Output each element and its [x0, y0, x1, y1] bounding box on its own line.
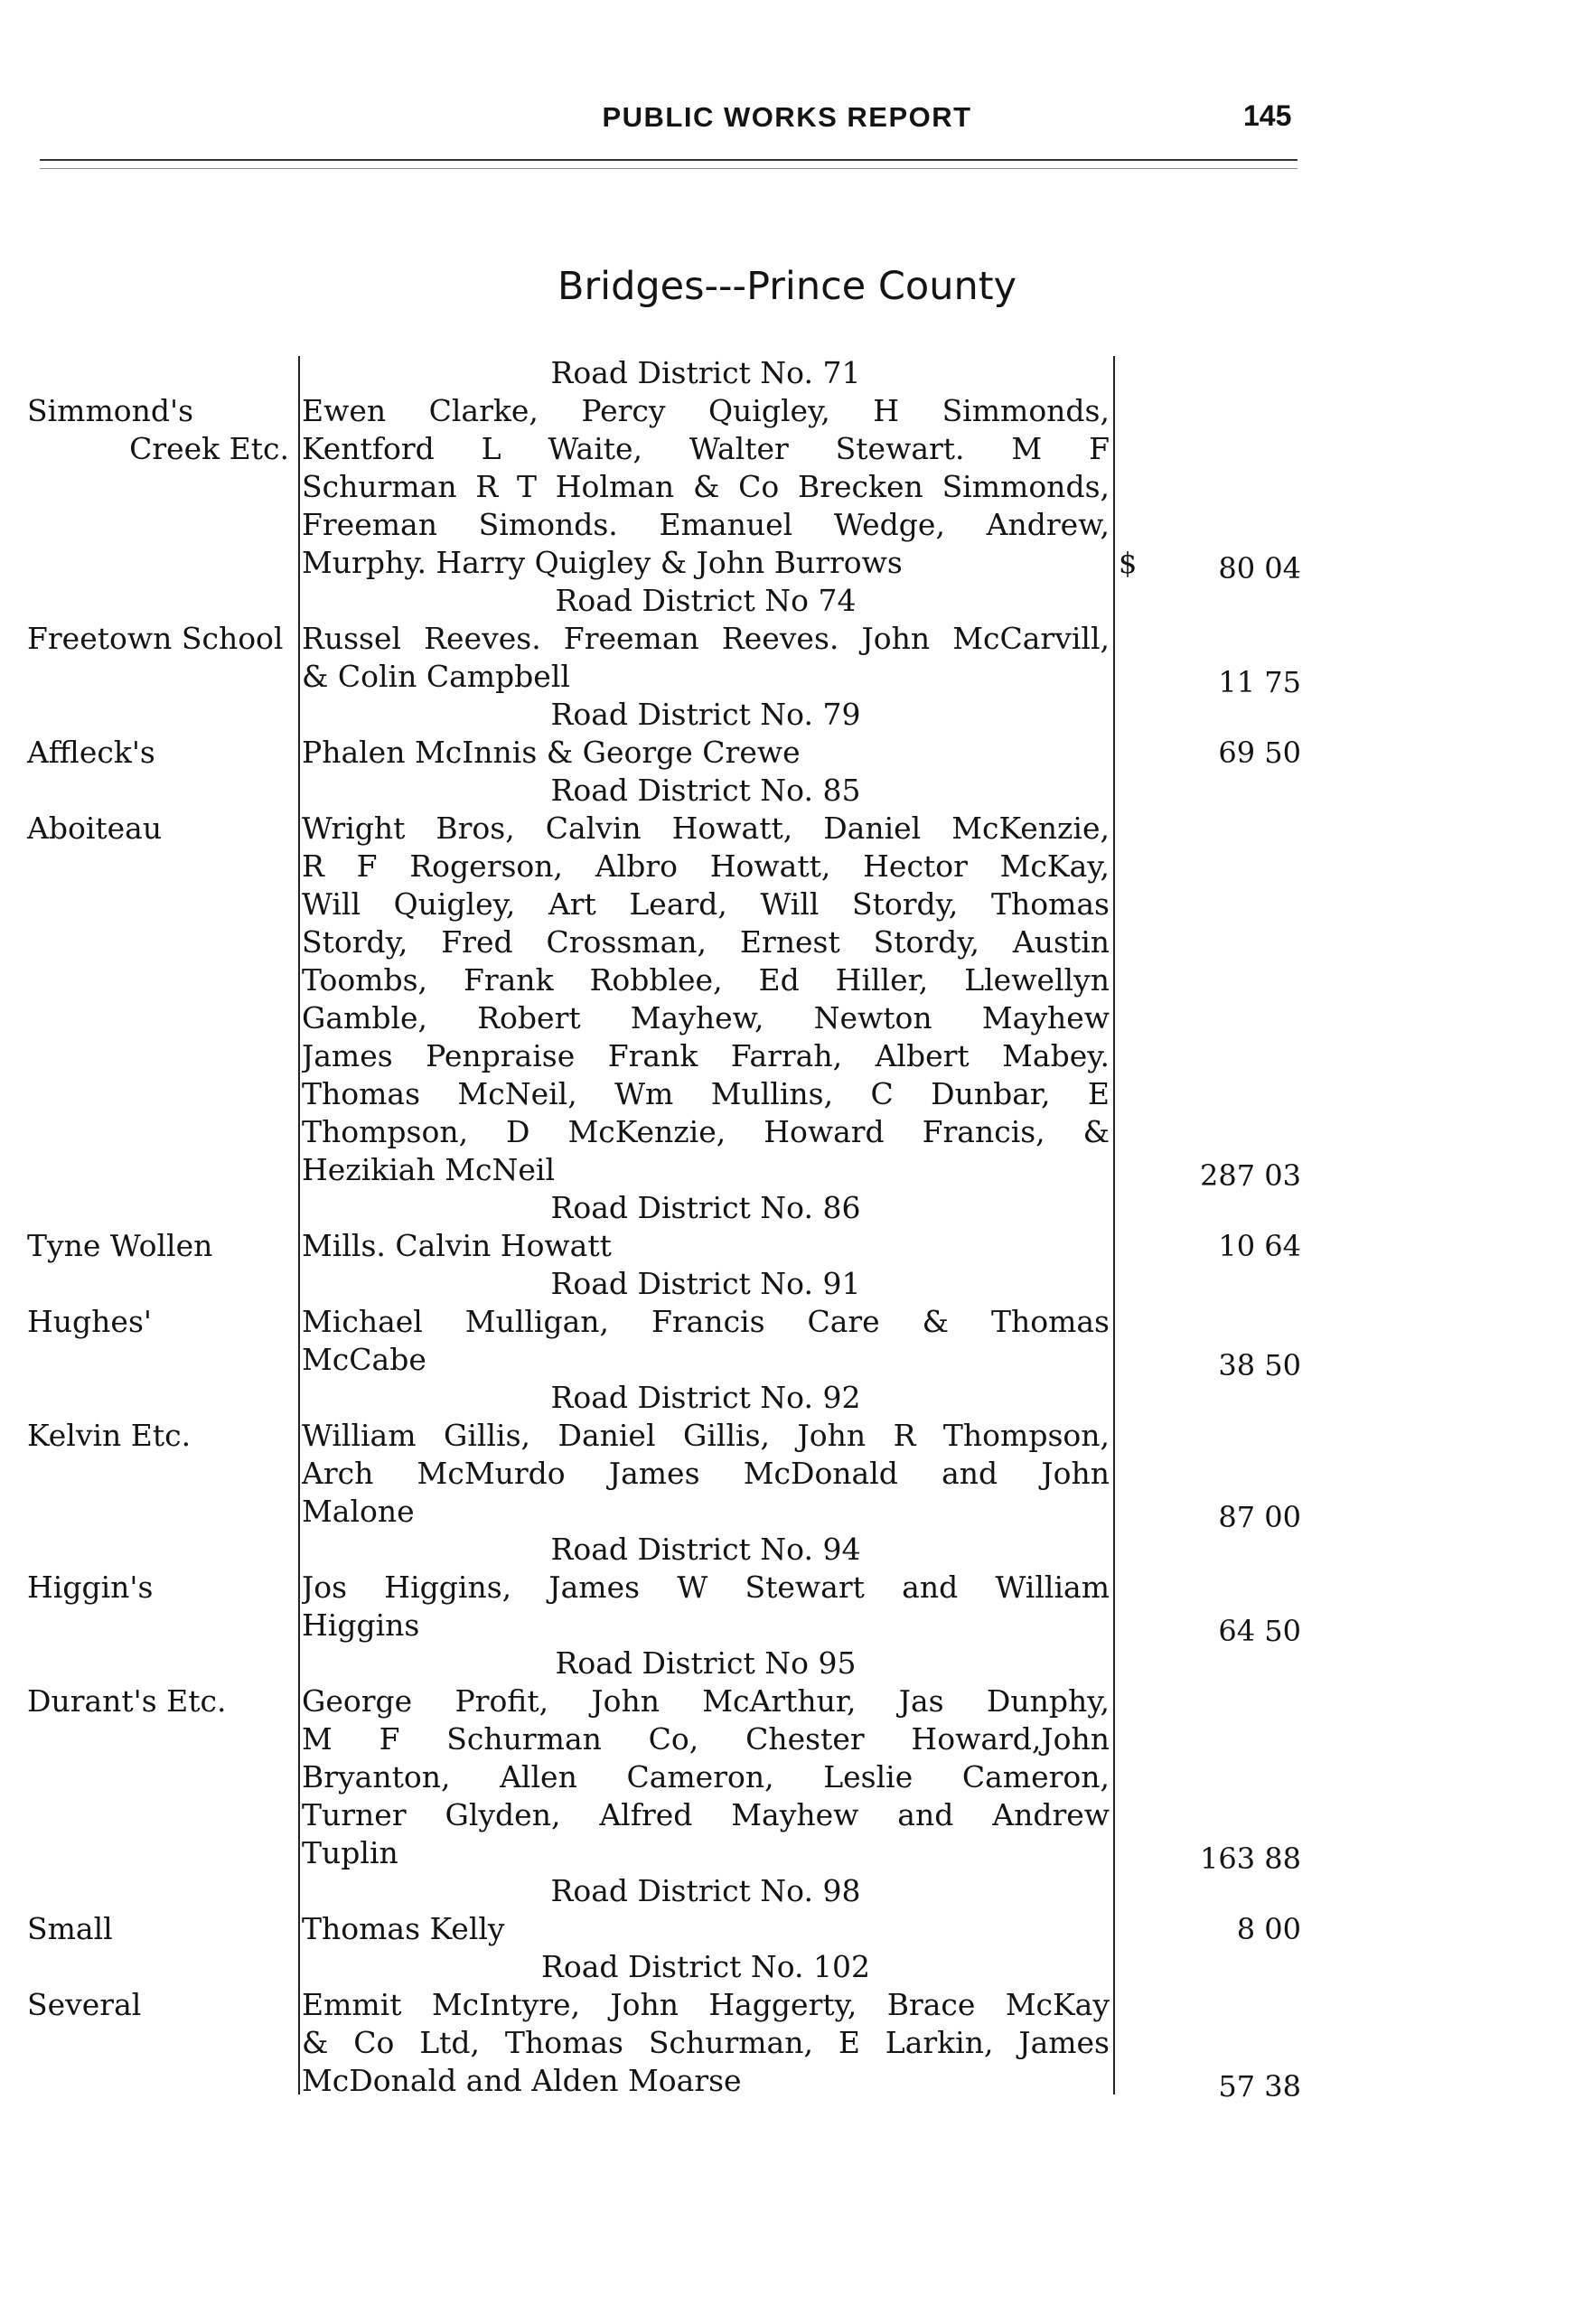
- contractor-names-line: Jos Higgins, James W Stewart and William: [302, 1570, 1110, 1605]
- road-district-heading: Road District No. 92: [550, 1380, 861, 1415]
- bridge-location-line: Freetown School: [27, 621, 284, 656]
- contractor-names: [302, 392, 1110, 582]
- amount: 80 04: [1218, 551, 1301, 586]
- contractor-names-line: Tuplin: [302, 1835, 398, 1870]
- contractor-names-line: George Profit, John McArthur, Jas Dunphy,: [302, 1683, 1110, 1719]
- road-district-heading: Road District No. 98: [550, 1873, 861, 1908]
- bridge-location-line: Simmond's: [27, 393, 193, 428]
- amount: 69 50: [1218, 736, 1301, 770]
- contractor-names-line: Turner Glyden, Alfred Mayhew and Andrew: [302, 1797, 1110, 1832]
- contractor-names-line: McDonald and Alden Moarse: [302, 2063, 742, 2098]
- section-title: Bridges---Prince County: [557, 264, 1017, 309]
- contractor-names: [302, 1682, 1110, 1872]
- contractor-names-line: William Gillis, Daniel Gillis, John R Thompson,: [302, 1418, 1110, 1453]
- road-district-heading: Road District No. 91: [550, 1266, 861, 1301]
- contractor-names-line: Thomas Kelly: [302, 1911, 505, 1946]
- contractor-names-line: & Colin Campbell: [302, 659, 570, 694]
- amount: 64 50: [1218, 1614, 1301, 1648]
- contractor-names-line: Malone: [302, 1494, 415, 1529]
- contractor-names-line: Higgins: [302, 1607, 420, 1643]
- contractor-names: [302, 734, 1110, 772]
- contractor-names-line: Arch McMurdo James McDonald and John: [302, 1456, 1110, 1491]
- bridge-location-line: Creek Etc.: [129, 431, 289, 466]
- amount: 287 03: [1200, 1158, 1301, 1193]
- contractor-names: [302, 1417, 1110, 1531]
- bridge-location: [27, 392, 289, 468]
- bridge-location-line: Durant's Etc.: [27, 1683, 227, 1719]
- contractor-names-line: Murphy. Harry Quigley & John Burrows: [302, 545, 903, 580]
- bridge-location: [27, 620, 289, 658]
- road-district-heading: Road District No. 102: [541, 1949, 870, 1984]
- bridge-location: [27, 1227, 289, 1265]
- amount: 163 88: [1200, 1841, 1301, 1876]
- contractor-names-line: Mills. Calvin Howatt: [302, 1228, 612, 1263]
- bridge-location: [27, 810, 289, 848]
- bridge-location-line: Small: [27, 1911, 113, 1946]
- header-rule-thin: [40, 168, 1298, 169]
- contractor-names-line: Gamble, Robert Mayhew, Newton Mayhew: [302, 1000, 1110, 1035]
- column-divider-right: [1113, 356, 1115, 2094]
- amount: 8 00: [1236, 1912, 1301, 1946]
- contractor-names-line: Phalen McInnis & George Crewe: [302, 735, 801, 770]
- bridge-location: [27, 1986, 289, 2024]
- contractor-names-line: M F Schurman Co, Chester Howard,John: [302, 1721, 1110, 1757]
- bridge-location-line: Tyne Wollen: [27, 1228, 213, 1263]
- bridge-location: [27, 1910, 289, 1948]
- amount: 11 75: [1218, 665, 1301, 699]
- contractor-names-line: R F Rogerson, Albro Howatt, Hector McKay,: [302, 848, 1110, 884]
- contractor-names: [302, 810, 1110, 1189]
- bridge-location-line: Several: [27, 1987, 142, 2022]
- contractor-names-line: Schurman R T Holman & Co Brecken Simmonds,: [302, 469, 1110, 504]
- bridge-location: [27, 1682, 289, 1720]
- contractor-names-line: Wright Bros, Calvin Howatt, Daniel McKenzie,: [302, 811, 1110, 846]
- contractor-names-line: Thompson, D McKenzie, Howard Francis, &: [302, 1114, 1110, 1149]
- contractor-names: [302, 1986, 1110, 2100]
- contractor-names-line: Toombs, Frank Robblee, Ed Hiller, Llewellyn: [302, 962, 1110, 998]
- bridge-location-line: Aboiteau: [27, 811, 163, 846]
- contractor-names-line: McCabe: [302, 1342, 426, 1377]
- contractor-names-line: Hezikiah McNeil: [302, 1152, 556, 1187]
- contractor-names-line: Ewen Clarke, Percy Quigley, H Simmonds,: [302, 393, 1110, 428]
- column-divider-left: [298, 356, 300, 2094]
- bridge-location: [27, 734, 289, 772]
- page-number: 145: [1243, 99, 1292, 132]
- running-header-title: PUBLIC WORKS REPORT: [602, 101, 972, 133]
- bridge-location-line: Higgin's: [27, 1570, 154, 1605]
- road-district-heading: Road District No. 86: [550, 1190, 861, 1225]
- road-district-heading: Road District No. 79: [550, 697, 861, 732]
- amount: 10 64: [1218, 1229, 1301, 1263]
- contractor-names-line: Russel Reeves. Freeman Reeves. John McCarvill,: [302, 621, 1110, 656]
- contractor-names-line: James Penpraise Frank Farrah, Albert Mabey.: [302, 1038, 1110, 1073]
- bridge-location: [27, 1417, 289, 1455]
- contractor-names: [302, 620, 1110, 696]
- contractor-names-line: Michael Mulligan, Francis Care & Thomas: [302, 1304, 1110, 1339]
- road-district-heading: Road District No. 94: [550, 1532, 861, 1567]
- bridge-location: [27, 1569, 289, 1607]
- contractor-names: [302, 1303, 1110, 1379]
- contractor-names-line: Kentford L Waite, Walter Stewart. M F: [302, 431, 1110, 466]
- contractor-names-line: Emmit McIntyre, John Haggerty, Brace McKay: [302, 1987, 1110, 2022]
- amount: 87 00: [1218, 1500, 1301, 1534]
- bridge-location: [27, 1303, 289, 1341]
- contractor-names-line: & Co Ltd, Thomas Schurman, E Larkin, James: [302, 2025, 1110, 2060]
- contractor-names: [302, 1569, 1110, 1645]
- contractor-names: [302, 1910, 1110, 1948]
- bridge-location-line: Kelvin Etc.: [27, 1418, 192, 1453]
- road-district-heading: Road District No 74: [555, 583, 857, 618]
- contractor-names-line: Thomas McNeil, Wm Mullins, C Dunbar, E: [302, 1076, 1110, 1111]
- contractor-names-line: Stordy, Fred Crossman, Ernest Stordy, Austin: [302, 924, 1110, 960]
- road-district-heading: Road District No 95: [555, 1645, 857, 1681]
- contractor-names-line: Will Quigley, Art Leard, Will Stordy, Thomas: [302, 886, 1110, 922]
- contractor-names: [302, 1227, 1110, 1265]
- header-rule: [40, 159, 1298, 161]
- amount: 38 50: [1218, 1348, 1301, 1382]
- contractor-names-line: Freeman Simonds. Emanuel Wedge, Andrew,: [302, 507, 1110, 542]
- currency-symbol: $: [1119, 546, 1138, 580]
- amount: 57 38: [1218, 2069, 1301, 2104]
- road-district-heading: Road District No. 71: [550, 355, 861, 390]
- contractor-names-line: Bryanton, Allen Cameron, Leslie Cameron,: [302, 1759, 1110, 1795]
- road-district-heading: Road District No. 85: [550, 773, 861, 808]
- bridge-location-line: Affleck's: [27, 735, 155, 770]
- bridge-location-line: Hughes': [27, 1304, 152, 1339]
